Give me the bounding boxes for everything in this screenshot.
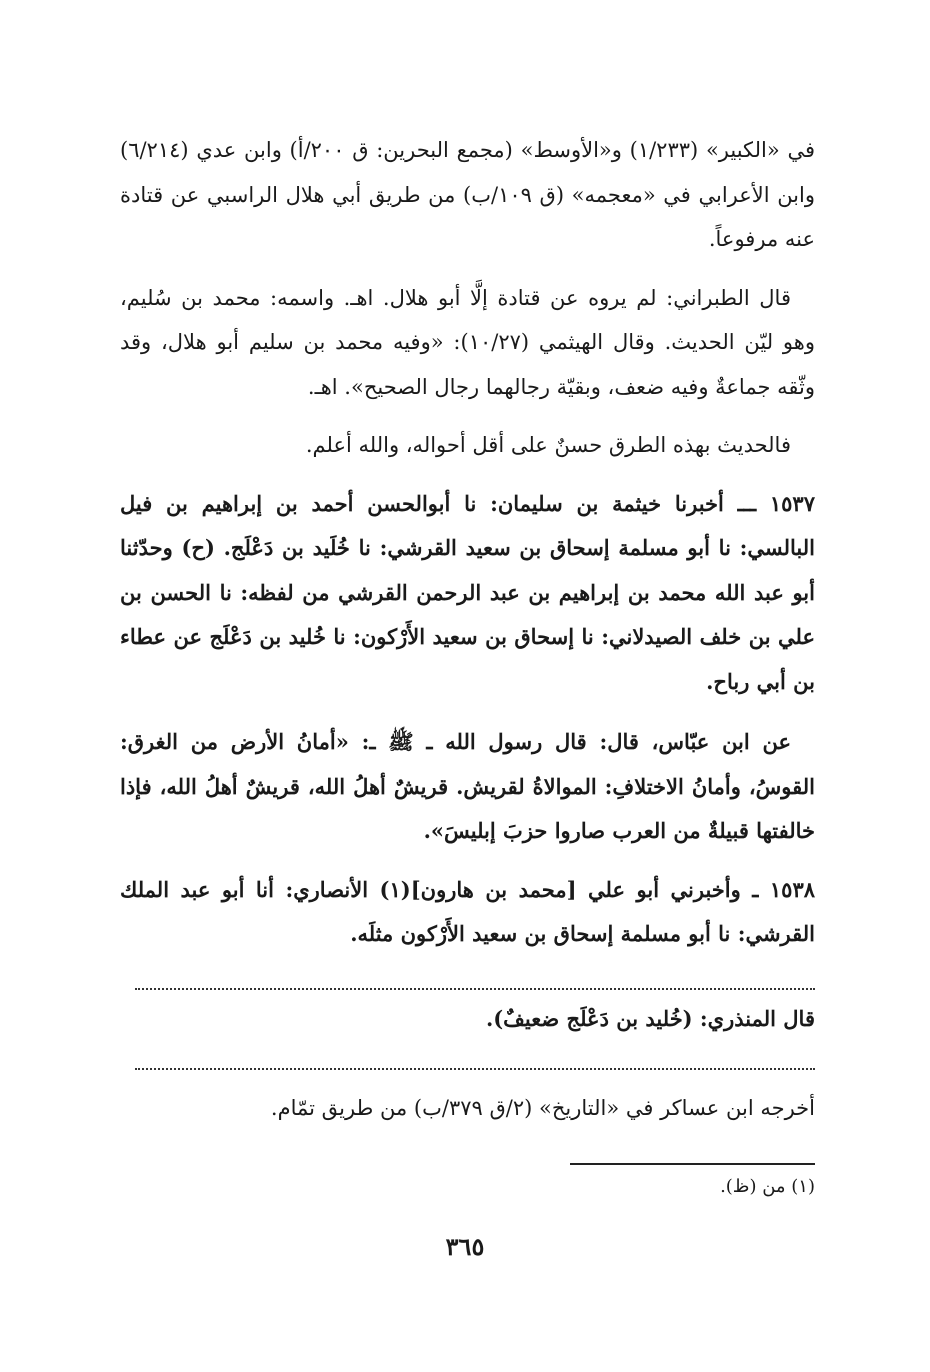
note-mundhiri: قال المنذري: (خُليد بن دَعْلَج ضعيفٌ). [485,1006,815,1031]
paragraph-verdict: فالحديث بهذه الطرق حسنٌ على أقل أحواله، والله أعلم. [305,433,791,457]
main-text [120,128,815,957]
note-takhrij: أخرجه ابن عساكر في «التاريخ» (٢/ق ٣٧٩/ب) من طريق تمّام. [270,1096,815,1120]
divider-bottom [135,1068,815,1070]
paragraph-hadith-1538: ١٥٣٨ ـ وأخبرني أبو علي [محمد بن هارون](١) الأنصاري: أنا أبو عبد الملك القرشي: نا أبو مسلمة إسحاق بن سعيد الأَرْكون مثلَه. [120,876,816,946]
footnote-rule [570,1163,815,1165]
paragraph-takhrij-intro: في «الكبير» (١/٢٣٣) و«الأوسط» (مجمع البحرين: ق ٢٠٠/أ) وابن عدي (٦/٢١٤) وابن الأعرابي في «معجمه» (ق ١٠٩/ب) من طريق أبي هلال الراسبي عن قتادة عنه مرفوعاً. [120,138,816,251]
paragraph-hadith-1537-isnad: ١٥٣٧ ـــ أخبرنا خيثمة بن سليمان: نا أبوالحسن أحمد بن إبراهيم بن فيل البالسي: نا أبو مسلمة إسحاق بن سعيد القرشي: نا خُلَيد بن دَعْلَج. (ح) وحدّثنا أبو عبد الله محمد بن إبراهيم بن عبد الرحمن القرشي من لفظه: نا الحسن بن علي بن خلف الصيدلاني: نا إسحاق بن سعيد الأَرْكون: نا خُليد بن دَعْلَج عن عطاء بن أبي رباح. [120,490,815,694]
page-number: ٣٦٥ [445,1232,485,1261]
paragraph-hadith-1537-matn: عن ابن عبّاس، قال: قال رسول الله ـ ﷺ ـ: «أمانُ الأرض من الغرق: القوسُ، وأمانُ الاختلافِ: الموالاةُ لقريش. قريشٌ أهلُ الله، قريشٌ أهلُ الله، فإذا خالفتها قبيلةٌ من العرب صاروا حزبَ إبليسَ». [120,729,815,843]
paragraph-tabarani: قال الطبراني: لم يروه عن قتادة إلَّا أبو هلال. اهـ. واسمه: محمد بن سُليم، وهو ليّن الحديث. وقال الهيثمي (١٠/٢٧): «وفيه محمد بن سليم أبو هلال، وقد وثّقه جماعةٌ وفيه ضعف، وبقيّة رجالهما رجال الصحيح». اهـ. [120,285,815,399]
divider-top [135,988,815,990]
footnote: (١) من (ظ). [720,1176,815,1197]
